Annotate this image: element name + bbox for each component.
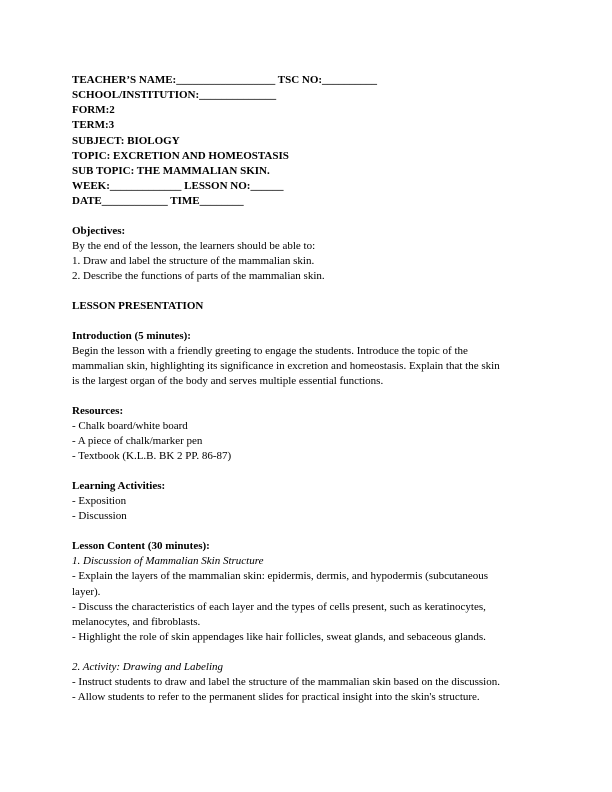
activity-item: - Discussion xyxy=(72,510,127,523)
topic-line: TOPIC: EXCRETION AND HOMEOSTASIS xyxy=(72,149,289,162)
section1-text: - Explain the layers of the mammalian skin: epidermis, dermis, and hypodermis (subcutaneous xyxy=(72,570,489,583)
learning-activities-section xyxy=(72,479,552,524)
date-line: DATE____________ TIME________ xyxy=(72,195,244,208)
resource-item: - Textbook (K.L.B. BK 2 PP. 86-87) xyxy=(72,450,232,463)
section1-text: - Highlight the role of skin appendages like hair follicles, sweat glands, and sebaceous glands. xyxy=(72,630,486,643)
lesson-presentation-heading: LESSON PRESENTATION xyxy=(72,300,204,313)
lesson-content-section xyxy=(72,539,552,705)
week-line: WEEK:_____________ LESSON NO:______ xyxy=(72,179,284,192)
objectives-heading: Objectives: xyxy=(72,224,126,237)
term-line: TERM:3 xyxy=(72,119,115,132)
section2-text: - Allow students to refer to the permanent slides for practical insight into the skin's structure. xyxy=(72,690,480,703)
resources-heading: Resources: xyxy=(72,404,124,417)
section2-title: 2. Activity: Drawing and Labeling xyxy=(72,660,224,673)
introduction-section xyxy=(72,329,552,390)
introduction-heading: Introduction (5 minutes): xyxy=(72,329,191,342)
section2-text: - Instruct students to draw and label the structure of the mammalian skin based on the discussion. xyxy=(72,675,500,688)
objective-item: 2. Describe the functions of parts of the mammalian skin. xyxy=(72,270,325,283)
resource-item: - Chalk board/white board xyxy=(72,420,188,433)
introduction-text: is the largest organ of the body and serves multiple essential functions. xyxy=(72,375,384,388)
subject-line: SUBJECT: BIOLOGY xyxy=(72,134,180,147)
header-block xyxy=(72,73,552,209)
resources-section xyxy=(72,404,552,465)
resource-item: - A piece of chalk/marker pen xyxy=(72,435,203,448)
section1-text: - Discuss the characteristics of each layer and the types of cells present, such as keratinocytes, xyxy=(72,600,486,613)
lesson-content-heading: Lesson Content (30 minutes): xyxy=(72,540,210,553)
introduction-text: Begin the lesson with a friendly greeting to engage the students. Introduce the topic of the xyxy=(72,344,468,357)
form-line: FORM:2 xyxy=(72,104,115,117)
section1-title: 1. Discussion of Mammalian Skin Structure xyxy=(72,555,264,568)
section1-text: layer). xyxy=(72,585,101,598)
objectives-intro: By the end of the lesson, the learners should be able to: xyxy=(72,240,316,252)
learning-activities-heading: Learning Activities: xyxy=(72,480,166,493)
teacher-name-line: TEACHER’S NAME:__________________ TSC NO:__________ xyxy=(72,74,378,86)
objectives-section xyxy=(72,224,552,285)
section1-text: melanocytes, and fibroblasts. xyxy=(72,615,201,628)
sub-topic-line: SUB TOPIC: THE MAMMALIAN SKIN. xyxy=(72,164,270,177)
school-line: SCHOOL/INSTITUTION:______________ xyxy=(72,89,277,102)
activity-item: - Exposition xyxy=(72,495,127,508)
introduction-text: mammalian skin, highlighting its significance in excretion and homeostasis. Explain that the skin xyxy=(72,360,500,373)
objective-item: 1. Draw and label the structure of the mammalian skin. xyxy=(72,255,315,268)
document-page xyxy=(72,73,552,705)
